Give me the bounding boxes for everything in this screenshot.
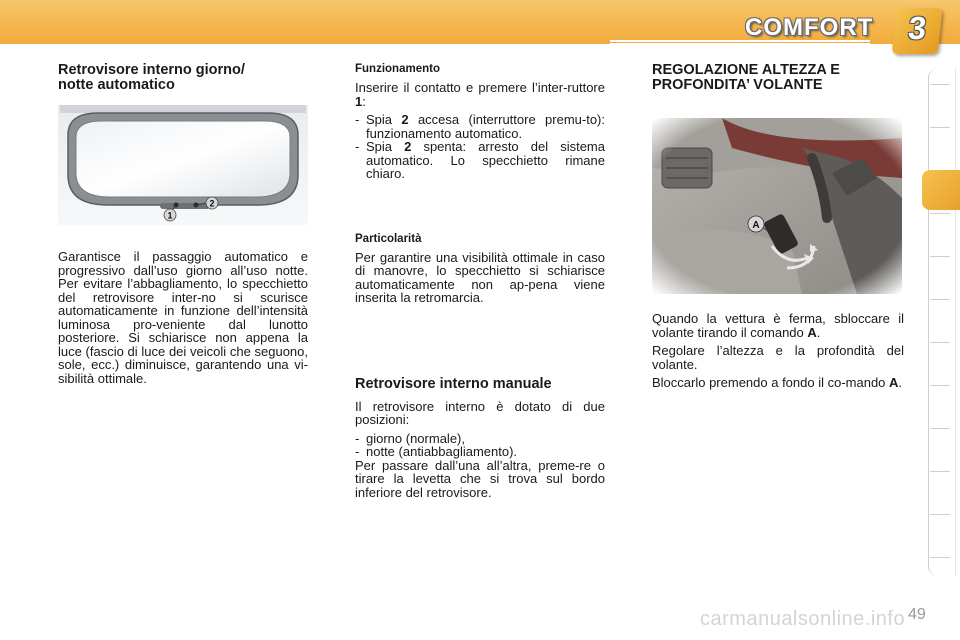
manual-mirror-outro: Per passare dall’una all’altra, preme-re o tirare la levetta che si trova sul bordo inferiore del retrovisore.	[355, 457, 605, 500]
steering-adjust-body	[652, 312, 904, 390]
manual-mirror-item-day: - giorno (normale),	[355, 430, 465, 446]
manual-mirror-title: Retrovisore interno manuale	[355, 375, 552, 392]
chapter-title: COMFORT	[745, 14, 874, 41]
tab-divider	[930, 256, 950, 257]
watermark-text: carmanualsonline.info	[700, 608, 906, 630]
tab-divider	[930, 299, 950, 300]
funzionamento-item-lamp-on: - Spia 2 accesa (interruttore premu-to): funzionamento automatico.	[355, 112, 605, 141]
callout-2-label: 2	[209, 198, 215, 209]
chapter-tab-strip	[928, 68, 956, 576]
auto-mirror-description: Garantisce il passaggio automatico e progressivo dall’uso giorno all’uso notte. Per evitare l’abbagliamento, lo specchietto del retrovisore inter-no si scurisce automaticamente in funzione dell’intensità luminosa pro-veniente dal lunotto posteriore. Si schiarisce non appena la luce (fascio di luce dei veicoli che seguono, sole, ecc.) diminuisce, garantendo una vi-sibilità ottimale.	[58, 249, 308, 386]
particolarita-body: Per garantire una visibilità ottimale in caso di manovre, lo specchietto si schiarisce automaticamente non ap-pena viene inserita la retromarcia.	[355, 249, 605, 305]
steering-adjust-title: REGOLAZIONE ALTEZZA E PROFONDITA’ VOLANTE	[652, 62, 840, 93]
steering-column-illustration	[652, 118, 902, 294]
bullet-dash: -	[355, 430, 360, 446]
bullet-dash: -	[355, 444, 360, 459]
left-column	[58, 63, 308, 93]
header-white-strip	[0, 44, 960, 56]
tab-divider	[930, 213, 950, 214]
chapter-number-badge	[892, 8, 943, 54]
auto-mirror-title	[58, 63, 308, 93]
tab-divider	[930, 127, 950, 128]
chapter-tab-active[interactable]	[922, 170, 960, 210]
rearview-mirror-illustration	[58, 105, 308, 225]
manual-mirror-item-night: - notte (antiabbagliamento).	[355, 444, 518, 459]
tab-divider	[930, 84, 950, 85]
callout-1-label: 1	[167, 210, 173, 221]
chapter-number: 3	[906, 10, 929, 46]
bullet-dash: -	[355, 112, 360, 127]
page-number: 49	[908, 606, 926, 623]
particolarita-title: Particolarità	[355, 232, 422, 245]
tab-divider	[930, 471, 950, 472]
tab-divider	[930, 428, 950, 429]
funzionamento-intro: Inserire il contatto e premere l’inter-ruttore 1:	[355, 80, 605, 109]
manual-mirror-intro: Il retrovisore interno è dotato di due posizioni:	[355, 398, 605, 427]
tab-divider	[930, 385, 950, 386]
bullet-dash: -	[355, 139, 360, 154]
auto-mirror-body	[58, 250, 308, 385]
chapter-header-band	[0, 0, 960, 56]
auto-mirror-title-line2: notte automatico	[58, 77, 175, 93]
funzionamento-title: Funzionamento	[355, 63, 440, 75]
middle-column	[355, 63, 605, 499]
right-column-title	[652, 63, 904, 93]
auto-mirror-title-line1: Retrovisore interno giorno/	[58, 62, 245, 78]
tab-divider	[930, 342, 950, 343]
steering-lock-instruction: Bloccarlo premendo a fondo il co-mando A.	[652, 375, 903, 390]
steering-adjust-instruction: Regolare l’altezza e la profondità del volante.	[652, 343, 904, 372]
tab-divider	[930, 557, 950, 558]
funzionamento-item-lamp-off: - Spia 2 spenta: arresto del sistema automatico. Lo specchietto rimane chiaro.	[355, 139, 605, 181]
steering-unlock-instruction: Quando la vettura è ferma, sbloccare il volante tirando il comando A.	[652, 311, 904, 340]
tab-divider	[930, 514, 950, 515]
